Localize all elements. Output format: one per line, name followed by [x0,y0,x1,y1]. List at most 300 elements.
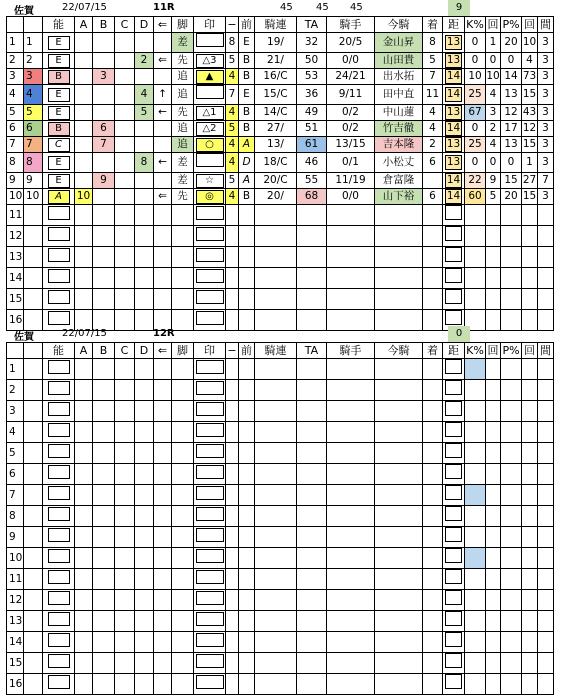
jockey-record[interactable]: 0/2 [327,121,375,137]
empty-cell[interactable] [423,674,443,695]
empty-cell[interactable] [194,527,226,548]
empty-cell[interactable] [115,506,135,527]
ta-cell[interactable]: 32 [297,33,327,53]
empty-cell[interactable] [239,359,255,380]
empty-cell[interactable] [255,674,297,695]
col-d[interactable] [135,173,154,189]
empty-cell[interactable] [486,401,501,422]
col-b[interactable]: 3 [93,69,115,85]
mark-cell[interactable] [194,33,226,53]
empty-cell[interactable] [115,485,135,506]
empty-cell[interactable] [239,632,255,653]
empty-cell[interactable] [538,289,554,310]
empty-cell[interactable] [24,422,43,443]
empty-cell[interactable] [375,380,423,401]
empty-cell[interactable] [75,443,93,464]
empty-cell[interactable] [522,226,538,247]
empty-cell[interactable] [423,485,443,506]
p-percent[interactable]: 13 [501,85,522,105]
p-count[interactable]: 15 [522,137,538,153]
empty-cell[interactable] [93,548,115,569]
empty-cell[interactable] [172,247,194,268]
empty-cell[interactable] [226,380,239,401]
ability-cell[interactable] [43,69,75,85]
empty-cell[interactable] [375,506,423,527]
jockey-combo[interactable]: 15/C [255,85,297,105]
arrow-cell[interactable]: ← [154,105,172,121]
empty-cell[interactable] [443,268,465,289]
row-number[interactable]: 10 [7,189,24,205]
empty-cell[interactable] [239,506,255,527]
empty-cell[interactable] [135,380,154,401]
interval-cell[interactable]: 3 [538,137,554,153]
interval-cell[interactable]: 3 [538,53,554,69]
empty-cell[interactable] [226,590,239,611]
empty-cell[interactable] [93,611,115,632]
arrow-cell[interactable] [154,137,172,153]
empty-cell[interactable] [297,464,327,485]
empty-cell[interactable] [255,548,297,569]
arrow-cell[interactable] [154,121,172,137]
empty-cell[interactable] [43,226,75,247]
distance-cell[interactable] [443,189,465,205]
distance-cell[interactable] [443,69,465,85]
ta-cell[interactable]: 49 [297,105,327,121]
row-number[interactable]: 9 [7,173,24,189]
arrow-cell[interactable] [154,69,172,85]
mark-cell[interactable] [194,173,226,189]
finish-cell[interactable]: 4 [423,105,443,121]
k-percent[interactable]: 25 [465,137,486,153]
empty-cell[interactable] [327,569,375,590]
empty-cell[interactable] [226,674,239,695]
empty-cell[interactable] [375,611,423,632]
empty-cell[interactable] [194,590,226,611]
empty-cell[interactable] [501,632,522,653]
ability-cell[interactable] [43,53,75,69]
empty-cell[interactable] [154,205,172,226]
empty-cell[interactable] [115,205,135,226]
empty-cell[interactable] [172,464,194,485]
empty-cell[interactable] [172,443,194,464]
waku-number[interactable]: 7 [24,137,43,153]
empty-cell[interactable] [423,401,443,422]
col-c[interactable] [115,69,135,85]
ability-cell[interactable] [43,137,75,153]
empty-cell[interactable] [24,632,43,653]
empty-cell[interactable] [538,485,554,506]
empty-cell[interactable] [135,464,154,485]
empty-cell[interactable] [172,380,194,401]
running-style[interactable]: 追 [172,137,194,153]
empty-cell[interactable] [239,443,255,464]
empty-cell[interactable] [297,310,327,331]
empty-cell[interactable] [115,359,135,380]
empty-cell[interactable] [43,205,75,226]
empty-cell[interactable] [501,611,522,632]
empty-cell[interactable] [501,548,522,569]
empty-cell[interactable] [327,380,375,401]
waku-number[interactable]: 8 [24,153,43,173]
col-c[interactable] [115,189,135,205]
col-d[interactable]: 5 [135,105,154,121]
empty-cell[interactable] [154,611,172,632]
empty-cell[interactable] [24,590,43,611]
distance-cell[interactable] [443,121,465,137]
current-jockey[interactable]: 出水拓 [375,69,423,85]
empty-cell[interactable] [375,422,423,443]
interval-cell[interactable]: 3 [538,153,554,173]
empty-cell[interactable] [501,205,522,226]
empty-cell[interactable] [538,632,554,653]
empty-cell[interactable] [486,485,501,506]
arrow-cell[interactable] [154,173,172,189]
empty-cell[interactable] [115,289,135,310]
current-jockey[interactable]: 田中直 [375,85,423,105]
p-percent[interactable]: 14 [501,69,522,85]
empty-cell[interactable] [93,632,115,653]
empty-cell[interactable] [194,401,226,422]
empty-cell[interactable] [423,247,443,268]
p-count[interactable]: 15 [522,85,538,105]
empty-cell[interactable] [486,226,501,247]
front-cell[interactable]: B [239,53,255,69]
front-cell[interactable]: E [239,33,255,53]
empty-cell[interactable] [194,485,226,506]
empty-cell[interactable] [43,359,75,380]
jockey-combo[interactable]: 18/C [255,153,297,173]
empty-cell[interactable] [75,506,93,527]
empty-cell[interactable] [522,632,538,653]
jockey-record[interactable]: 0/1 [327,153,375,173]
waku-number[interactable]: 4 [24,85,43,105]
front-cell[interactable]: D [239,153,255,173]
empty-cell[interactable] [255,422,297,443]
k-percent[interactable]: 10 [465,69,486,85]
empty-cell[interactable] [43,611,75,632]
interval-cell[interactable]: 3 [538,121,554,137]
front-cell[interactable]: B [239,69,255,85]
col-d[interactable] [135,121,154,137]
empty-cell[interactable] [423,548,443,569]
col-c[interactable] [115,33,135,53]
empty-cell[interactable] [327,527,375,548]
jockey-record[interactable]: 11/19 [327,173,375,189]
empty-cell[interactable] [443,380,465,401]
empty-cell[interactable] [172,226,194,247]
empty-cell[interactable] [538,590,554,611]
empty-cell[interactable] [522,506,538,527]
empty-cell[interactable] [297,569,327,590]
empty-cell[interactable] [486,205,501,226]
empty-cell[interactable] [24,226,43,247]
current-jockey[interactable]: 中山蓮 [375,105,423,121]
empty-cell[interactable] [226,401,239,422]
empty-cell[interactable] [75,205,93,226]
row-number[interactable]: 14 [7,632,24,653]
arrow-cell[interactable]: ↑ [154,85,172,105]
p-percent[interactable]: 20 [501,189,522,205]
running-style[interactable]: 追 [172,85,194,105]
empty-cell[interactable] [522,268,538,289]
empty-cell[interactable] [93,205,115,226]
empty-cell[interactable] [194,506,226,527]
empty-cell[interactable] [135,422,154,443]
col-d[interactable]: 4 [135,85,154,105]
empty-cell[interactable] [115,443,135,464]
k-count[interactable]: 10 [486,69,501,85]
empty-cell[interactable] [172,611,194,632]
empty-cell[interactable] [115,380,135,401]
k-count[interactable]: 0 [486,53,501,69]
front-cell[interactable]: A [239,137,255,153]
jockey-combo[interactable]: 21/ [255,53,297,69]
col-a[interactable] [75,33,93,53]
empty-cell[interactable] [327,548,375,569]
empty-cell[interactable] [24,289,43,310]
row-number[interactable]: 5 [7,105,24,121]
empty-cell[interactable] [115,569,135,590]
empty-cell[interactable] [194,611,226,632]
empty-cell[interactable] [501,443,522,464]
empty-cell[interactable] [255,632,297,653]
empty-cell[interactable] [75,226,93,247]
jockey-combo[interactable]: 27/ [255,121,297,137]
empty-cell[interactable] [43,401,75,422]
empty-cell[interactable] [255,527,297,548]
empty-cell[interactable] [226,569,239,590]
jockey-record[interactable]: 0/2 [327,105,375,121]
ability-cell[interactable] [43,173,75,189]
empty-cell[interactable] [297,548,327,569]
jockey-combo[interactable]: 19/ [255,33,297,53]
empty-cell[interactable] [93,464,115,485]
empty-cell[interactable] [93,590,115,611]
empty-cell[interactable] [501,506,522,527]
empty-cell[interactable] [538,359,554,380]
interval-cell[interactable]: 3 [538,189,554,205]
row-number[interactable]: 1 [7,359,24,380]
empty-cell[interactable] [538,674,554,695]
empty-cell[interactable] [255,226,297,247]
empty-cell[interactable] [24,527,43,548]
empty-cell[interactable] [194,548,226,569]
empty-cell[interactable] [522,611,538,632]
empty-cell[interactable] [501,674,522,695]
empty-cell[interactable] [375,443,423,464]
k-percent[interactable]: 67 [465,105,486,121]
p-percent[interactable]: 13 [501,137,522,153]
empty-cell[interactable] [255,359,297,380]
empty-cell[interactable] [43,247,75,268]
empty-cell[interactable] [538,380,554,401]
ta-cell[interactable]: 55 [297,173,327,189]
empty-cell[interactable] [172,632,194,653]
ability-cell[interactable] [43,153,75,173]
empty-cell[interactable] [135,485,154,506]
empty-cell[interactable] [465,632,486,653]
empty-cell[interactable] [154,401,172,422]
empty-cell[interactable] [443,590,465,611]
arrow-cell[interactable]: ⇐ [154,53,172,69]
empty-cell[interactable] [43,289,75,310]
waku-number[interactable]: 9 [24,173,43,189]
dash-cell[interactable]: 5 [226,121,239,137]
empty-cell[interactable] [172,485,194,506]
empty-cell[interactable] [172,674,194,695]
dash-cell[interactable]: 4 [226,153,239,173]
row-number[interactable]: 3 [7,69,24,85]
k-percent[interactable]: 60 [465,189,486,205]
col-a[interactable] [75,53,93,69]
empty-cell[interactable] [172,422,194,443]
mark-cell[interactable] [194,105,226,121]
col-d[interactable]: 2 [135,53,154,69]
col-d[interactable] [135,189,154,205]
mark-cell[interactable] [194,153,226,173]
empty-cell[interactable] [327,310,375,331]
jockey-record[interactable]: 9/11 [327,85,375,105]
empty-cell[interactable] [172,590,194,611]
empty-cell[interactable] [522,359,538,380]
col-c[interactable] [115,85,135,105]
ability-cell[interactable] [43,33,75,53]
p-count[interactable]: 27 [522,173,538,189]
empty-cell[interactable] [75,569,93,590]
col-c[interactable] [115,153,135,173]
empty-cell[interactable] [538,247,554,268]
col-a[interactable] [75,69,93,85]
empty-cell[interactable] [93,506,115,527]
empty-cell[interactable] [24,205,43,226]
empty-cell[interactable] [465,401,486,422]
empty-cell[interactable] [522,289,538,310]
dash-cell[interactable]: 4 [226,69,239,85]
col-c[interactable] [115,121,135,137]
empty-cell[interactable] [501,464,522,485]
empty-cell[interactable] [75,464,93,485]
arrow-cell[interactable]: ← [154,153,172,173]
p-count[interactable]: 4 [522,53,538,69]
empty-cell[interactable] [486,527,501,548]
empty-cell[interactable] [115,226,135,247]
interval-cell[interactable]: 3 [538,69,554,85]
distance-cell[interactable] [443,85,465,105]
empty-cell[interactable] [239,527,255,548]
empty-cell[interactable] [423,359,443,380]
front-cell[interactable]: A [239,173,255,189]
empty-cell[interactable] [172,548,194,569]
empty-cell[interactable] [226,485,239,506]
empty-cell[interactable] [522,310,538,331]
empty-cell[interactable] [75,380,93,401]
empty-cell[interactable] [115,632,135,653]
empty-cell[interactable] [522,569,538,590]
empty-cell[interactable] [486,359,501,380]
empty-cell[interactable] [115,548,135,569]
empty-cell[interactable] [194,443,226,464]
empty-cell[interactable] [297,590,327,611]
empty-cell[interactable] [226,289,239,310]
empty-cell[interactable] [501,422,522,443]
interval-cell[interactable]: 3 [538,85,554,105]
empty-cell[interactable] [522,485,538,506]
empty-cell[interactable] [465,548,486,569]
empty-cell[interactable] [297,611,327,632]
empty-cell[interactable] [465,527,486,548]
empty-cell[interactable] [423,226,443,247]
empty-cell[interactable] [24,359,43,380]
empty-cell[interactable] [297,485,327,506]
current-jockey[interactable]: 竹吉徹 [375,121,423,137]
empty-cell[interactable] [423,289,443,310]
col-c[interactable] [115,173,135,189]
col-c[interactable] [115,137,135,153]
empty-cell[interactable] [154,506,172,527]
empty-cell[interactable] [135,401,154,422]
empty-cell[interactable] [24,443,43,464]
arrow-cell[interactable]: ⇐ [154,189,172,205]
empty-cell[interactable] [538,443,554,464]
row-number[interactable]: 2 [7,380,24,401]
empty-cell[interactable] [75,674,93,695]
empty-cell[interactable] [423,310,443,331]
empty-cell[interactable] [194,247,226,268]
p-percent[interactable]: 0 [501,153,522,173]
col-a[interactable] [75,153,93,173]
empty-cell[interactable] [255,443,297,464]
empty-cell[interactable] [423,268,443,289]
p-percent[interactable]: 15 [501,173,522,189]
finish-cell[interactable]: 2 [423,137,443,153]
empty-cell[interactable] [375,401,423,422]
empty-cell[interactable] [327,485,375,506]
empty-cell[interactable] [135,506,154,527]
row-number[interactable]: 4 [7,85,24,105]
empty-cell[interactable] [538,401,554,422]
jockey-combo[interactable]: 20/ [255,189,297,205]
empty-cell[interactable] [297,401,327,422]
empty-cell[interactable] [486,268,501,289]
front-cell[interactable]: B [239,189,255,205]
empty-cell[interactable] [501,485,522,506]
empty-cell[interactable] [297,226,327,247]
row-number[interactable]: 3 [7,401,24,422]
empty-cell[interactable] [43,632,75,653]
empty-cell[interactable] [501,359,522,380]
dash-cell[interactable]: 8 [226,33,239,53]
empty-cell[interactable] [443,527,465,548]
empty-cell[interactable] [24,485,43,506]
empty-cell[interactable] [522,380,538,401]
k-percent[interactable]: 0 [465,53,486,69]
row-number[interactable]: 7 [7,137,24,153]
empty-cell[interactable] [75,632,93,653]
empty-cell[interactable] [226,527,239,548]
empty-cell[interactable] [501,401,522,422]
distance-cell[interactable] [443,173,465,189]
running-style[interactable]: 差 [172,33,194,53]
empty-cell[interactable] [423,205,443,226]
empty-cell[interactable] [423,632,443,653]
empty-cell[interactable] [75,289,93,310]
empty-cell[interactable] [297,359,327,380]
mark-cell[interactable] [194,53,226,69]
k-percent[interactable]: 25 [465,85,486,105]
empty-cell[interactable] [375,310,423,331]
empty-cell[interactable] [501,226,522,247]
empty-cell[interactable] [239,674,255,695]
